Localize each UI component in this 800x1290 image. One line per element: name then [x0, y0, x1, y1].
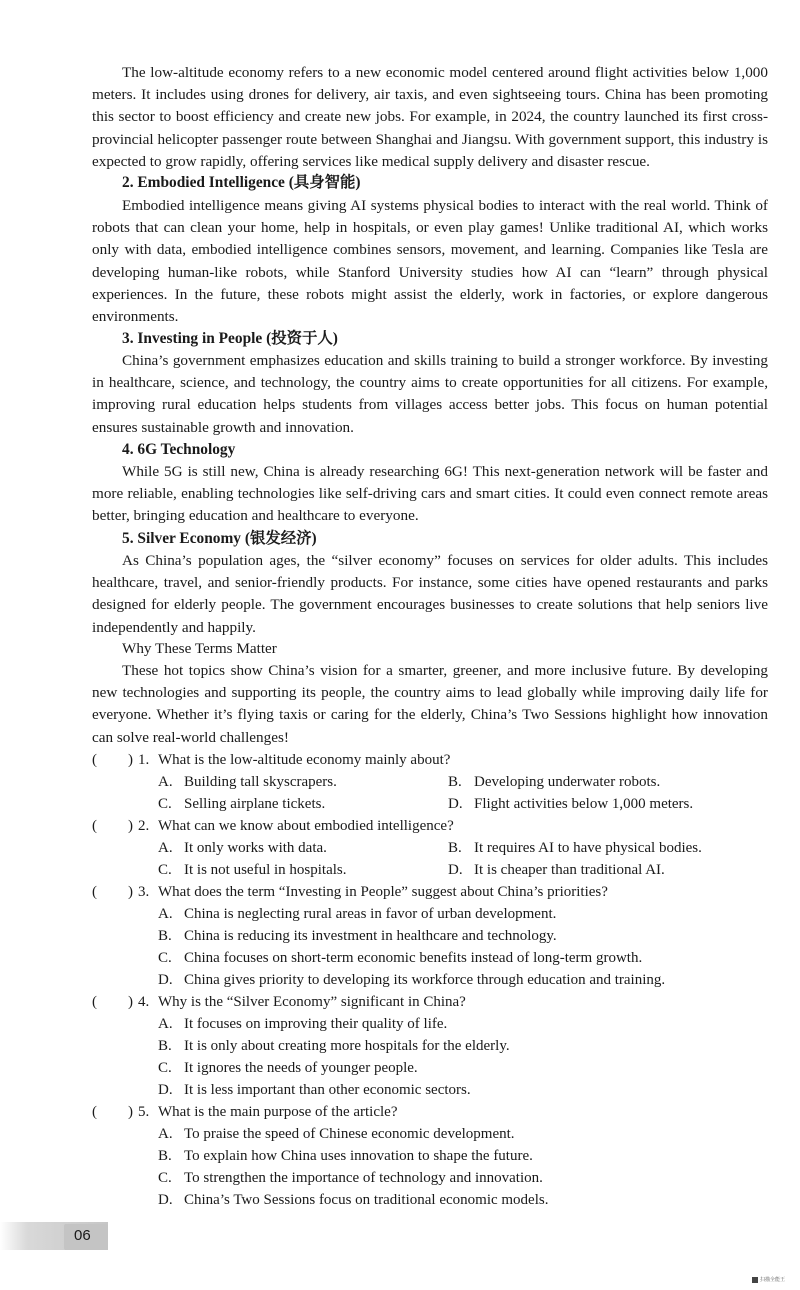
question-stem: Why is the “Silver Economy” significant in China?: [158, 994, 466, 1010]
option-3a: A. China is neglecting rural areas in favor of urban development.: [158, 906, 557, 922]
paragraph-6g: While 5G is still new, China is already researching 6G! This next-generation network will be faster and more reliable, enabling technologies like self-driving cars and smart cities. It could even connect remote areas better, bringing education and healthcare to everyone.: [92, 463, 768, 525]
question-stem: What is the main purpose of the article?: [158, 1104, 398, 1120]
heading-silver-economy: 5. Silver Economy (银发经济): [122, 530, 317, 547]
option-5a: A. To praise the speed of Chinese economic development.: [158, 1126, 515, 1142]
paragraph-silver-economy: As China’s population ages, the “silver economy” focuses on services for older adults. This includes healthcare, travel, and senior-friendly products. For instance, some cities have opened restaurants and parks designed for elderly people. The government encourages businesses to create solutions that help seniors live independently and happily.: [92, 552, 768, 636]
option-3b: B. China is reducing its investment in healthcare and technology.: [158, 928, 557, 944]
question-number: 4.: [138, 994, 150, 1010]
option-1c: C. Selling airplane tickets.: [158, 796, 326, 812]
question-number: 2.: [138, 818, 150, 834]
answer-paren-right: ): [128, 818, 133, 834]
answer-paren-right: ): [128, 1104, 133, 1120]
option-5c: C. To strengthen the importance of technology and innovation.: [158, 1170, 543, 1186]
answer-paren-right: ): [128, 752, 133, 768]
heading-6g: 4. 6G Technology: [122, 441, 236, 458]
option-4c: C. It ignores the needs of younger people.: [158, 1060, 418, 1076]
option-3c: C. China focuses on short-term economic benefits instead of long-term growth.: [158, 950, 643, 966]
option-3d: D. China gives priority to developing its workforce through education and training.: [158, 972, 666, 988]
option-4a: A. It focuses on improving their quality of life.: [158, 1016, 448, 1032]
option-2a: A. It only works with data.: [158, 840, 327, 856]
option-1b: B. Developing underwater robots.: [448, 774, 661, 790]
answer-paren-left: (: [92, 994, 97, 1010]
option-4b: B. It is only about creating more hospitals for the elderly.: [158, 1038, 510, 1054]
question-number: 1.: [138, 752, 150, 768]
option-4d: D. It is less important than other economic sectors.: [158, 1082, 471, 1098]
option-5d: D. China’s Two Sessions focus on traditional economic models.: [158, 1192, 549, 1208]
question-number: 3.: [138, 884, 150, 900]
paragraph-investing-in-people: China’s government emphasizes education and skills training to build a stronger workforce. By investing in healthcare, science, and technology, the country aims to create opportunities for all citizens. For example, improving rural education helps students from villages access better jobs. This focus on human potential ensures sustainable growth and innovation.: [92, 352, 768, 436]
answer-paren-left: (: [92, 818, 97, 834]
heading-embodied-intelligence: 2. Embodied Intelligence (具身智能): [122, 174, 361, 191]
option-2b: B. It requires AI to have physical bodies.: [448, 840, 702, 856]
answer-paren-left: (: [92, 884, 97, 900]
answer-paren-right: ): [128, 884, 133, 900]
option-1a: A. Building tall skyscrapers.: [158, 774, 337, 790]
heading-investing-in-people: 3. Investing in People (投资于人): [122, 330, 338, 347]
scanner-watermark: 扫描全能王: [752, 1276, 785, 1283]
answer-paren-right: ): [128, 994, 133, 1010]
question-stem: What is the low-altitude economy mainly about?: [158, 752, 451, 768]
question-number: 5.: [138, 1104, 150, 1120]
question-stem: What does the term “Investing in People” suggest about China’s priorities?: [158, 884, 608, 900]
answer-paren-left: (: [92, 752, 97, 768]
option-5b: B. To explain how China uses innovation to shape the future.: [158, 1148, 533, 1164]
option-2c: C. It is not useful in hospitals.: [158, 862, 347, 878]
scanner-logo-icon: [752, 1277, 758, 1283]
question-stem: What can we know about embodied intelligence?: [158, 818, 454, 834]
option-1d: D. Flight activities below 1,000 meters.: [448, 796, 694, 812]
heading-why-terms-matter: Why These Terms Matter: [122, 640, 277, 657]
paragraph-embodied-intelligence: Embodied intelligence means giving AI systems physical bodies to interact with the real world. Think of robots that can clean your home, help in hospitals, or even play games! Unlike traditional AI, which works only with data, embodied intelligence combines sensors, movement, and learning. Companies like Tesla are developing human-like robots, while Stanford University studies how AI can “learn” through physical experiences. In the future, these robots might assist the elderly, work in factories, or explore dangerous environments.: [92, 197, 768, 326]
paragraph-low-altitude: The low-altitude economy refers to a new economic model centered around flight activities below 1,000 meters. It includes using drones for delivery, air taxis, and even sightseeing tours. China has been promoting this sector to boost efficiency and create new jobs. For example, in 2024, the country launched its first cross-provincial helicopter passenger route between Shanghai and Jiangsu. With government support, this industry is expected to grow rapidly, offering services like medical supply delivery and disaster rescue.: [92, 64, 768, 170]
option-2d: D. It is cheaper than traditional AI.: [448, 862, 665, 878]
page-number: 06: [74, 1227, 91, 1244]
answer-paren-left: (: [92, 1104, 97, 1120]
paragraph-conclusion: These hot topics show China’s vision for a smarter, greener, and more inclusive future. By developing new technologies and supporting its people, the country aims to lead globally while improving daily life for everyone. Whether it’s flying taxis or caring for the elderly, China’s Two Sessions highlight how innovation can solve real-world challenges!: [92, 662, 768, 746]
